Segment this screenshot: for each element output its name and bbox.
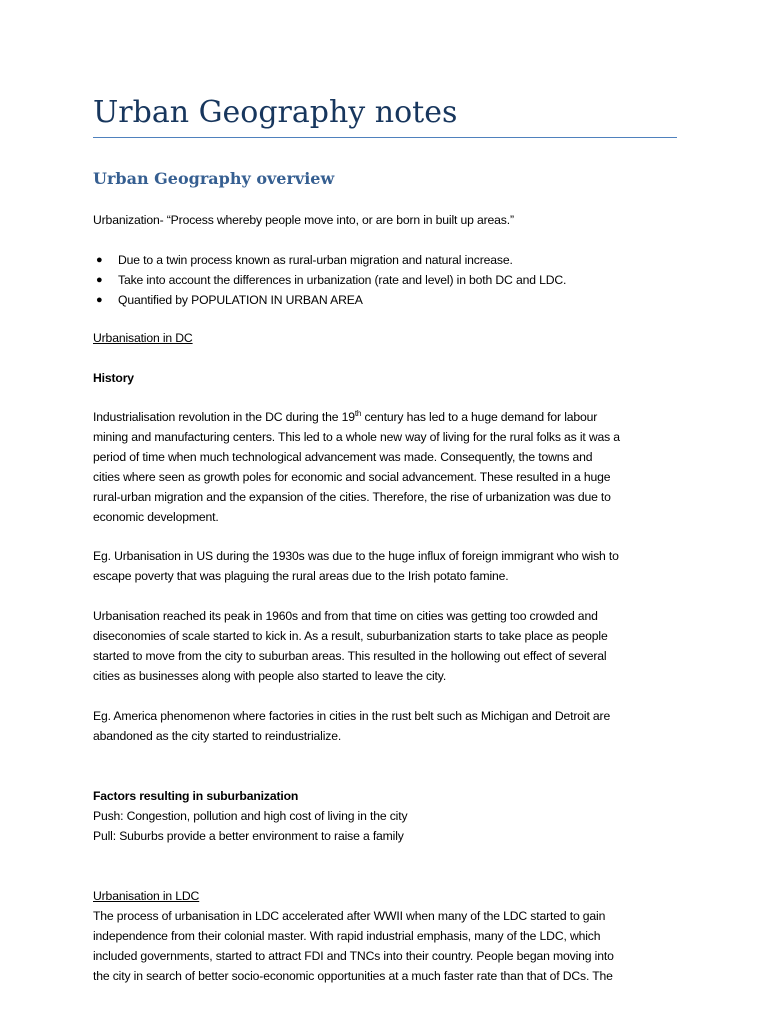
peak-paragraph-line: started to move from the city to suburban areas. This resulted in the hollowing out effect of several xyxy=(93,649,607,663)
ldc-section-heading: Urbanisation in LDC xyxy=(93,889,200,903)
history-heading: History xyxy=(93,371,134,385)
peak-paragraph-line: cities as businesses along with people also started to leave the city. xyxy=(93,669,447,683)
peak-paragraph-line: diseconomies of scale started to kick in. As a result, suburbanization starts to take place as people xyxy=(93,629,608,643)
america-example-line: Eg. America phenomenon where factories in cities in the rust belt such as Michigan and Detroit are xyxy=(93,709,611,723)
urbanization-definition: Urbanization- “Process whereby people move into, or are born in built up areas.” xyxy=(93,213,514,227)
push-factor: Push: Congestion, pollution and high cost of living in the city xyxy=(93,809,408,823)
bullet-dot-icon: ● xyxy=(96,254,103,266)
overview-heading: Urban Geography overview xyxy=(93,169,335,188)
bullet-text: Quantified by POPULATION IN URBAN AREA xyxy=(118,293,363,307)
title-divider xyxy=(93,137,677,138)
bullet-text: Take into account the differences in urbanization (rate and level) in both DC and LDC. xyxy=(118,273,567,287)
ldc-paragraph-line: independence from their colonial master. With rapid industrial emphasis, many of the LDC, which xyxy=(93,929,601,943)
factors-heading: Factors resulting in suburbanization xyxy=(93,789,299,803)
ldc-paragraph-line: included governments, started to attract FDI and TNCs into their country. People began moving into xyxy=(93,949,614,963)
peak-paragraph-line: Urbanisation reached its peak in 1960s and from that time on cities was getting too crowded and xyxy=(93,609,598,623)
america-example-line: abandoned as the city started to reindustrialize. xyxy=(93,729,342,743)
bullet-text: Due to a twin process known as rural-urban migration and natural increase. xyxy=(118,253,513,267)
bullet-item xyxy=(96,290,363,310)
us-example-line: Eg. Urbanisation in US during the 1930s was due to the huge influx of foreign immigrant who wish to xyxy=(93,549,619,563)
page-title: Urban Geography notes xyxy=(93,95,458,130)
ldc-paragraph-line: The process of urbanisation in LDC accelerated after WWII when many of the LDC started to gain xyxy=(93,909,606,923)
bullet-dot-icon: ● xyxy=(96,294,103,306)
pull-factor: Pull: Suburbs provide a better environment to raise a family xyxy=(93,829,404,843)
history-paragraph-line: rural-urban migration and the expansion of the cities. Therefore, the rise of urbanization was due to xyxy=(93,490,611,504)
dc-section-heading: Urbanisation in DC xyxy=(93,331,193,345)
ldc-paragraph-line: the city in search of better socio-economic opportunities at a much faster rate than that of DCs. The xyxy=(93,969,613,983)
history-paragraph-line: period of time when much technological advancement was made. Consequently, the towns and xyxy=(93,450,593,464)
bullet-item xyxy=(96,250,513,270)
history-line1-end: century has led to a huge demand for labour xyxy=(361,410,598,424)
history-line1-start: Industrialisation revolution in the DC during the 19 xyxy=(93,410,355,424)
history-paragraph-line: economic development. xyxy=(93,510,219,524)
bullet-dot-icon: ● xyxy=(96,274,103,286)
history-paragraph-line xyxy=(93,407,597,427)
history-paragraph-line: cities where seen as growth poles for economic and social advancement. These resulted in a huge xyxy=(93,470,611,484)
superscript-th: th xyxy=(354,408,362,418)
bullet-item xyxy=(96,270,567,290)
us-example-line: escape poverty that was plaguing the rural areas due to the Irish potato famine. xyxy=(93,569,509,583)
history-paragraph-line: mining and manufacturing centers. This led to a whole new way of living for the rural folks as it was a xyxy=(93,430,620,444)
